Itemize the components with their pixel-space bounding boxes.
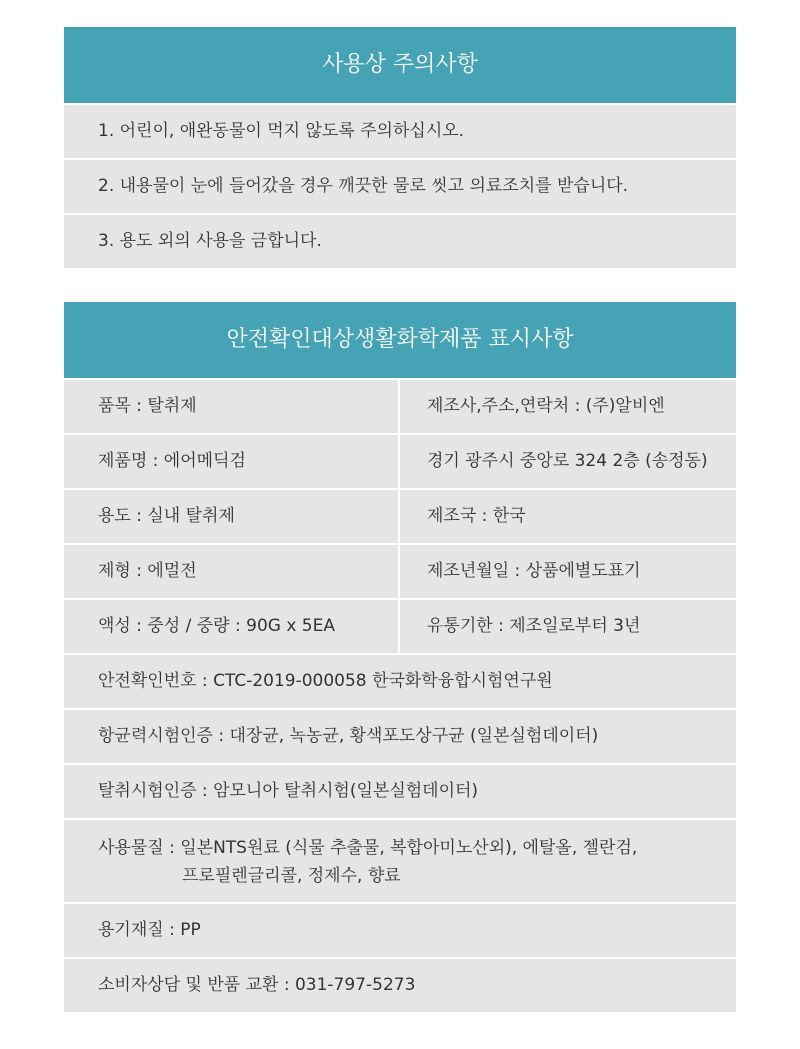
info-row [64, 433, 736, 488]
ingredients-line-1: 사용물질 : 일본NTS원료 (식물 추출물, 복합아미노산외), 에탈올, 젤란검, [98, 838, 638, 858]
product-label-section [64, 302, 736, 1012]
product-label-title: 안전확인대상생활화학제품 표시사항 [64, 302, 736, 378]
caution-item: 3. 용도 외의 사용을 금합니다. [64, 213, 736, 268]
formulation: 제형 : 에멀전 [64, 545, 400, 598]
caution-title: 사용상 주의사항 [64, 27, 736, 103]
info-row [64, 543, 736, 598]
antibacterial-certification: 항균력시험인증 : 대장균, 녹농균, 황색포도상구균 (일본실험데이터) [64, 708, 736, 763]
safety-number: 안전확인번호 : CTC-2019-000058 한국화학융합시험연구원 [64, 653, 736, 708]
usage: 용도 : 실내 탈취제 [64, 490, 400, 543]
ingredients [64, 818, 736, 902]
manufacturer: 제조사,주소,연락처 : (주)알비엔 [427, 396, 665, 416]
container-material: 용기재질 : PP [64, 902, 736, 957]
caution-item: 1. 어린이, 애완동물이 먹지 않도록 주의하십시오. [64, 103, 736, 158]
manufacture-date: 제조년월일 : 상품에별도표기 [427, 561, 641, 581]
info-row [64, 378, 736, 433]
address: 경기 광주시 중앙로 324 2층 (송정동) [427, 451, 708, 471]
country-of-origin: 제조국 : 한국 [427, 506, 526, 526]
ph-and-weight: 액성 : 중성 / 중량 : 90G x 5EA [64, 600, 400, 653]
ingredients-line-2: 프로필렌글리콜, 정제수, 향료 [182, 866, 401, 886]
info-row [64, 598, 736, 653]
expiry: 유통기한 : 제조일로부터 3년 [427, 616, 641, 636]
product-name: 제품명 : 에어메딕검 [64, 435, 400, 488]
customer-contact: 소비자상담 및 반품 교환 : 031-797-5273 [64, 957, 736, 1012]
item-type: 품목 : 탈취제 [64, 380, 400, 433]
info-row [64, 488, 736, 543]
caution-section [64, 27, 736, 268]
caution-item: 2. 내용물이 눈에 들어갔을 경우 깨끗한 물로 씻고 의료조치를 받습니다. [64, 158, 736, 213]
deodorizing-certification: 탈취시험인증 : 암모니아 탈취시험(일본실험데이터) [64, 763, 736, 818]
